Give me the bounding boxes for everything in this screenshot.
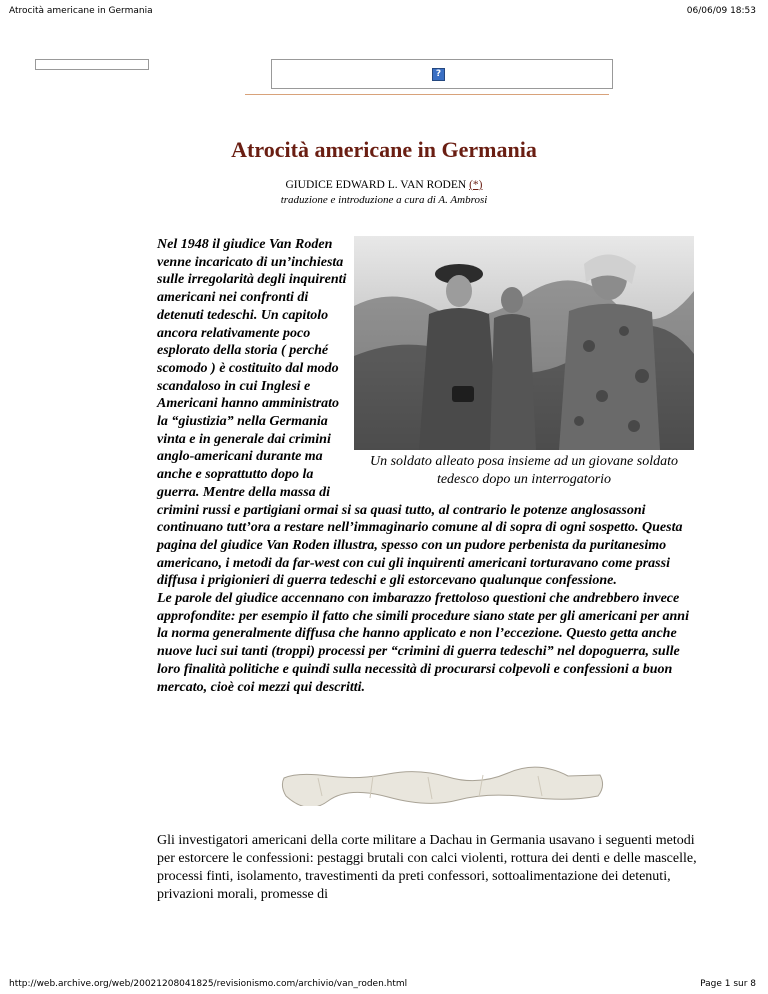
print-footer-page-number: Page 1 sur 8 (700, 979, 756, 989)
body-paragraph: Gli investigatori americani della corte militare a Dachau in Germania usavano i seguenti metodi per estorcere le confessioni: pestaggi brutali con calci violenti, rottura dei denti e delle mascelle, processi finti, isolamento, travestimenti da preti confessori, sottoalimentazione dei detenuti, privazioni morali, promesse di (157, 833, 697, 902)
page-title: Atrocità americane in Germania (231, 137, 537, 162)
author-line (0, 179, 768, 191)
soldiers-photo (354, 236, 694, 450)
torn-paper-divider (278, 766, 608, 806)
author-name: GIUDICE EDWARD L. VAN RODEN (285, 179, 467, 191)
translator-credit: traduzione e introduzione a cura di A. Ambrosi (280, 194, 488, 206)
intro-paragraph: Nel 1948 il giudice Van Roden venne incaricato di un’inchiesta sulle irregolarità degli inquirenti americani nei confronti di detenuti tedeschi. Un capitolo ancora relativamente poco esplorato della storia ( perché scomodo ) è costituito dal modo scandaloso in cui Inglesi e Americani hanno amministrato la “giustizia” nella Germania vinta e in generale dai crimini anglo-americani durante ma anche e soprattutto dopo la guerra. Mentre della massa di crimini russi e partigiani ormai si sa quasi tutto, al contrario le potenze anglosassoni continuano tutt’ora a restare nell’immaginario comune al di sopra di ogni sospetto. Questa pagina del giudice Van Roden illustra, spesso con un pudore perbenista da puritanesimo americano, i metodi da far-west con cui gli inquirenti americani torturavano come prassi diffusa i prigionieri di guerra tedeschi e gli estorcevano qualunque confessione. (157, 237, 683, 589)
print-footer-url: http://web.archive.org/web/20021208041825/revisionismo.com/archivio/van_roden.html (9, 979, 408, 989)
intro-paragraph: Le parole del giudice accennano con imbarazzo frettoloso questioni che andrebbero invece approfondite: per esempio il fatto che simili procedure siano state per gli americani per anni la norma generalmente diffusa che hanno applicato e non l’eccezione. Questo getta anche nuove luci sui tanti (troppi) processi per “crimini di guerra tedeschi” nel dopoguerra, sulle loro finalità politiche e quindi sulla necessità di procurarsi colpevoli e confessioni a buon mercato, cioè coi mezzi qui descritti. (157, 591, 689, 695)
print-header-title: Atrocità americane in Germania (9, 6, 153, 16)
print-header-datetime: 06/06/09 18:53 (686, 6, 756, 16)
question-mark-icon[interactable]: ? (432, 68, 445, 81)
photo-figure (354, 236, 694, 489)
banner-frame (271, 59, 613, 89)
photo-caption: Un soldato alleato posa insieme ad un giovane soldato tedesco dopo un interrogatorio (370, 454, 678, 487)
author-note-link[interactable]: (*) (469, 179, 483, 191)
empty-frame-box (35, 59, 149, 70)
intro-section (157, 236, 694, 696)
horizontal-rule (245, 94, 609, 95)
